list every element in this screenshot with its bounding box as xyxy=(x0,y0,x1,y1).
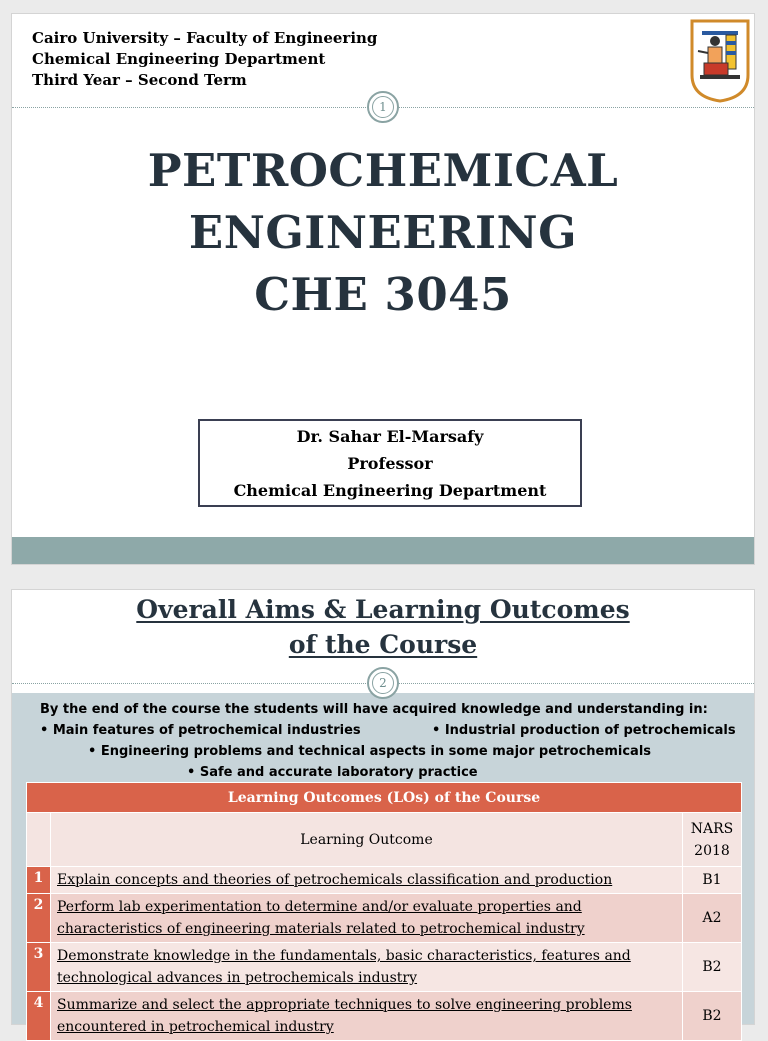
author-department: Chemical Engineering Department xyxy=(233,481,547,500)
author-position: Professor xyxy=(347,454,433,473)
title-line-2: ENGINEERING xyxy=(188,206,578,259)
title-line-1: PETROCHEMICAL xyxy=(147,144,619,197)
row-nars: B2 xyxy=(683,943,742,992)
slide-title xyxy=(12,592,754,662)
slide-number-badge xyxy=(367,667,399,699)
header-line-university: Cairo University – Faculty of Engineering xyxy=(32,29,378,47)
table-row xyxy=(27,943,742,992)
row-nars: B1 xyxy=(683,867,742,894)
table-row xyxy=(27,867,742,894)
table-row xyxy=(27,894,742,943)
table-header-num xyxy=(27,813,51,867)
author-name: Dr. Sahar El-Marsafy xyxy=(296,427,484,446)
row-number: 2 xyxy=(27,894,51,943)
slide-number-badge xyxy=(367,91,399,123)
row-nars: B2 xyxy=(683,992,742,1041)
learning-outcomes-table xyxy=(26,782,742,1041)
row-outcome: Perform lab experimentation to determine and/or evaluate properties and characteristics of engineering materials related to petrochemical industry xyxy=(51,894,683,943)
row-outcome: Demonstrate knowledge in the fundamentals, basic characteristics, features and technological advances in petrochemicals industry xyxy=(51,943,683,992)
row-number: 1 xyxy=(27,867,51,894)
slide-number: 1 xyxy=(372,96,394,118)
table-row xyxy=(27,992,742,1041)
table-header-row xyxy=(27,813,742,867)
header-line-department: Chemical Engineering Department xyxy=(32,50,326,68)
cairo-university-emblem-icon xyxy=(688,17,752,103)
footer-band xyxy=(12,537,754,564)
column-header-outcome: Learning Outcome xyxy=(51,813,683,867)
row-number: 3 xyxy=(27,943,51,992)
slide-number: 2 xyxy=(372,672,394,694)
table-title: Learning Outcomes (LOs) of the Course xyxy=(27,783,742,813)
title-slide xyxy=(12,14,754,564)
bullet-item: • Main features of petrochemical industries xyxy=(40,723,361,738)
row-nars: A2 xyxy=(683,894,742,943)
bullet-item: • Safe and accurate laboratory practice xyxy=(187,765,478,780)
row-outcome: Summarize and select the appropriate techniques to solve engineering problems encountered in petrochemical industry xyxy=(51,992,683,1041)
title-line-2: of the Course xyxy=(288,630,478,659)
row-outcome: Explain concepts and theories of petrochemicals classification and production xyxy=(51,867,683,894)
author-box xyxy=(198,419,582,507)
bullet-item: • Engineering problems and technical aspects in some major petrochemicals xyxy=(88,744,652,759)
title-line-1: Overall Aims & Learning Outcomes xyxy=(136,595,630,624)
learning-outcomes-slide xyxy=(12,590,754,1035)
intro-text: By the end of the course the students will have acquired knowledge and understanding in: xyxy=(40,702,708,717)
header-line-term: Third Year – Second Term xyxy=(32,71,247,89)
title-line-3: CHE 3045 xyxy=(254,268,512,321)
course-title xyxy=(12,140,754,326)
institution-header xyxy=(32,28,377,91)
row-number: 4 xyxy=(27,992,51,1041)
content-band xyxy=(12,693,754,1035)
column-header-nars: NARS 2018 xyxy=(683,813,742,867)
bullet-item: • Industrial production of petrochemicals xyxy=(432,723,736,738)
